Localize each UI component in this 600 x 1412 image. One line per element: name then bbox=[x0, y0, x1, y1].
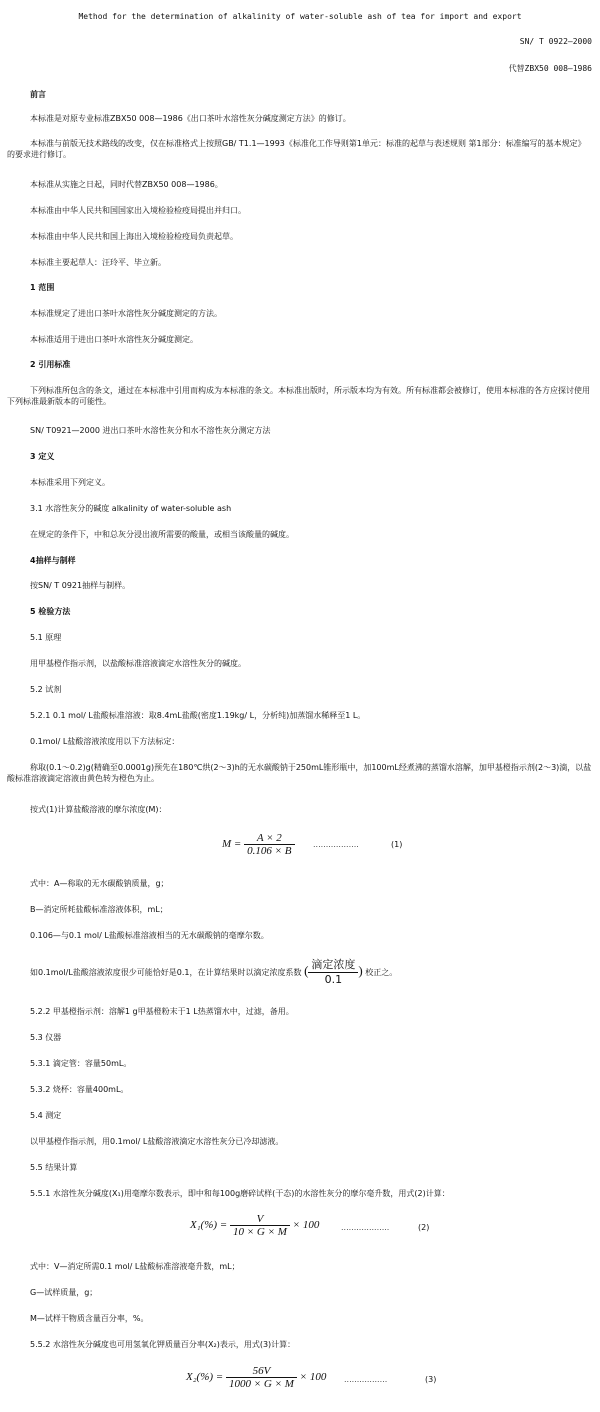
formula-3-fraction bbox=[226, 1365, 297, 1390]
formula-2-denominator: 10 × G × M bbox=[232, 1226, 287, 1238]
section-5-heading: 5 检验方法 bbox=[30, 607, 71, 616]
formula-2-rhs: × 100 bbox=[292, 1219, 320, 1232]
formula-2-numerator: V bbox=[230, 1213, 290, 1226]
calibration-procedure: 称取(0.1～0.2)g(精确至0.0001g)预先在180℃烘(2～3)h的无水碳酸钠于250mL锥形瓶中，加100mL经煮沸的蒸馏水溶解，加甲基橙指示剂(2～3)滴，以盐酸标准溶液滴定溶液由黄色转为橙色为止。 bbox=[7, 763, 592, 783]
section-1-p2: 本标准适用于进出口茶叶水溶性灰分碱度测定。 bbox=[30, 335, 198, 344]
formula-2-lhs: X₁(%) = bbox=[190, 1219, 228, 1232]
formula-3-number: (3) bbox=[425, 1375, 437, 1384]
replaces-standard: 代替ZBX50 008—1986 bbox=[508, 64, 592, 73]
measurement-text: 以甲基橙作指示剂，用0.1mol/ L盐酸溶液滴定水溶性灰分已冷却滤液。 bbox=[30, 1137, 284, 1146]
formula-3-denominator: 1000 × G × M bbox=[228, 1378, 294, 1390]
formula-1-fraction bbox=[244, 832, 294, 857]
correction-text-a: 如0.1mol/L盐酸溶液浓度很少可能恰好是0.1，在计算结果时以滴定浓度系数 bbox=[30, 968, 302, 977]
section-4-p1: 按SN/ T 0921抽样与制样。 bbox=[30, 581, 131, 590]
subsection-5-2: 5.2 试剂 bbox=[30, 685, 62, 694]
formula-1-numerator: A × 2 bbox=[244, 832, 294, 845]
instrument-5-3-1: 5.3.1 滴定管：容量50mL。 bbox=[30, 1059, 132, 1068]
correction-line: 如0.1mol/L盐酸溶液浓度很少可能恰好是0.1，在计算结果时以滴定浓度系数 ( $\frac{\text{滴定浓度}}{0.1}$ ) 校正之。 bbox=[30, 958, 398, 986]
section-1-p1: 本标准规定了进出口茶叶水溶性灰分碱度测定的方法。 bbox=[30, 309, 222, 318]
formula-1-number: (1) bbox=[391, 840, 403, 849]
correction-denominator: 0.1 bbox=[324, 973, 343, 986]
section-2-heading: 2 引用标准 bbox=[30, 360, 71, 369]
section-2-p1: 下列标准所包含的条文，通过在本标准中引用而构成为本标准的条文。本标准出版时，所示版本均为有效。所有标准都会被修订，使用本标准的各方应探讨使用下列标准最新版本的可能性。 bbox=[7, 386, 590, 406]
section-3-p3: 在规定的条件下，中和总灰分浸出液所需要的酸量，或相当该酸量的碱度。 bbox=[30, 530, 294, 539]
section-2-p2: SN/ T0921—2000 进出口茶叶水溶性灰分和水不溶性灰分测定方法 bbox=[30, 426, 271, 435]
subsection-5-1-text: 用甲基橙作指示剂，以盐酸标准溶液滴定水溶性灰分的碱度。 bbox=[30, 659, 246, 668]
result-5-5-1: 5.5.1 水溶性灰分碱度(X₁)用毫摩尔数表示，即中和每100g磨碎试样(干态)的水溶性灰分的摩尔毫升数，用式(2)计算： bbox=[30, 1189, 450, 1198]
formula-1-intro: 按式(1)计算盐酸溶液的摩尔浓度(M)： bbox=[30, 805, 167, 814]
foreword-p3: 本标准从实施之日起，同时代替ZBX50 008—1986。 bbox=[30, 180, 223, 189]
formula-3-lhs: X₂(%) = bbox=[186, 1371, 224, 1384]
subsection-5-5: 5.5 结果计算 bbox=[30, 1163, 78, 1172]
foreword-heading: 前言 bbox=[30, 90, 46, 99]
formula-3-dots: ................. bbox=[344, 1375, 388, 1384]
correction-numerator: 滴定浓度 bbox=[308, 958, 358, 973]
formula-2-number: (2) bbox=[418, 1223, 430, 1232]
correction-text-b: 校正之。 bbox=[365, 968, 398, 977]
section-1-heading: 1 范围 bbox=[30, 283, 55, 292]
formula-1-dots: .................. bbox=[313, 840, 359, 849]
where-a: 式中：A—称取的无水碳酸钠质量，g； bbox=[30, 879, 169, 888]
subsection-5-1: 5.1 原理 bbox=[30, 633, 62, 642]
foreword-p6: 本标准主要起草人：汪玲平、毕立新。 bbox=[30, 258, 166, 267]
instrument-5-3-2: 5.3.2 烧杯：容量400mL。 bbox=[30, 1085, 129, 1094]
english-title: Method for the determination of alkalinity of water-soluble ash of tea for import and export bbox=[78, 12, 522, 21]
calibration-intro: 0.1mol/ L盐酸溶液浓度用以下方法标定： bbox=[30, 737, 180, 746]
formula-3-rhs: × 100 bbox=[299, 1371, 327, 1384]
formula-2-dots: ................... bbox=[341, 1223, 390, 1232]
where-0106: 0.106—与0.1 mol/ L盐酸标准溶液相当的无水碳酸钠的毫摩尔数。 bbox=[30, 931, 269, 940]
definition-3-1: 3.1 水溶性灰分的碱度 alkalinity of water-soluble ash bbox=[30, 504, 232, 513]
subsection-5-3: 5.3 仪器 bbox=[30, 1033, 62, 1042]
section-3-heading: 3 定义 bbox=[30, 452, 55, 461]
foreword-p2: 本标准与前版无技术路线的改变，仅在标准格式上按照GB/ T1.1—1993《标准化工作导则第1单元：标准的起草与表述规则 第1部分：标准编写的基本规定》的要求进行修订。 bbox=[7, 139, 586, 159]
where-v: 式中：V—消定所需0.1 mol/ L盐酸标准溶液毫升数，mL； bbox=[30, 1262, 240, 1271]
section-3-p1: 本标准采用下列定义。 bbox=[30, 478, 110, 487]
reagent-5-2-1: 5.2.1 0.1 mol/ L盐酸标准溶液：取8.4mL盐酸(密度1.19kg/ L，分析纯)加蒸馏水稀释至1 L。 bbox=[30, 711, 366, 720]
correction-fraction bbox=[308, 958, 358, 987]
formula-2-fraction bbox=[230, 1213, 290, 1238]
subsection-5-4: 5.4 测定 bbox=[30, 1111, 62, 1120]
result-5-5-2: 5.5.2 水溶性灰分碱度也可用氢氧化钾质量百分率(X₂)表示，用式(3)计算： bbox=[30, 1340, 296, 1349]
foreword-p4: 本标准由中华人民共和国国家出入境检验检疫局提出并归口。 bbox=[30, 206, 246, 215]
formula-2 bbox=[190, 1213, 319, 1238]
indicator-5-2-2: 5.2.2 甲基橙指示剂：溶解1 g甲基橙粉末于1 L热蒸馏水中，过滤，备用。 bbox=[30, 1007, 294, 1016]
formula-3 bbox=[186, 1365, 326, 1390]
foreword-p1: 本标准是对原专业标准ZBX50 008—1986《出口茶叶水溶性灰分碱度测定方法》的修订。 bbox=[30, 114, 351, 123]
standard-number: SN/ T 0922—2000 bbox=[519, 37, 592, 46]
section-4-heading: 4抽样与制样 bbox=[30, 556, 76, 565]
where-b: B—消定所耗盐酸标准溶液体积，mL； bbox=[30, 905, 168, 914]
formula-3-numerator: 56V bbox=[226, 1365, 297, 1378]
formula-1-lhs: M = bbox=[222, 838, 242, 851]
where-m: M—试样干物质含量百分率，%。 bbox=[30, 1314, 149, 1323]
foreword-p5: 本标准由中华人民共和国上海出入境检验检疫局负责起草。 bbox=[30, 232, 238, 241]
formula-1-denominator: 0.106 × B bbox=[247, 845, 292, 857]
formula-1 bbox=[222, 832, 295, 857]
where-g: G—试样质量，g； bbox=[30, 1288, 98, 1297]
